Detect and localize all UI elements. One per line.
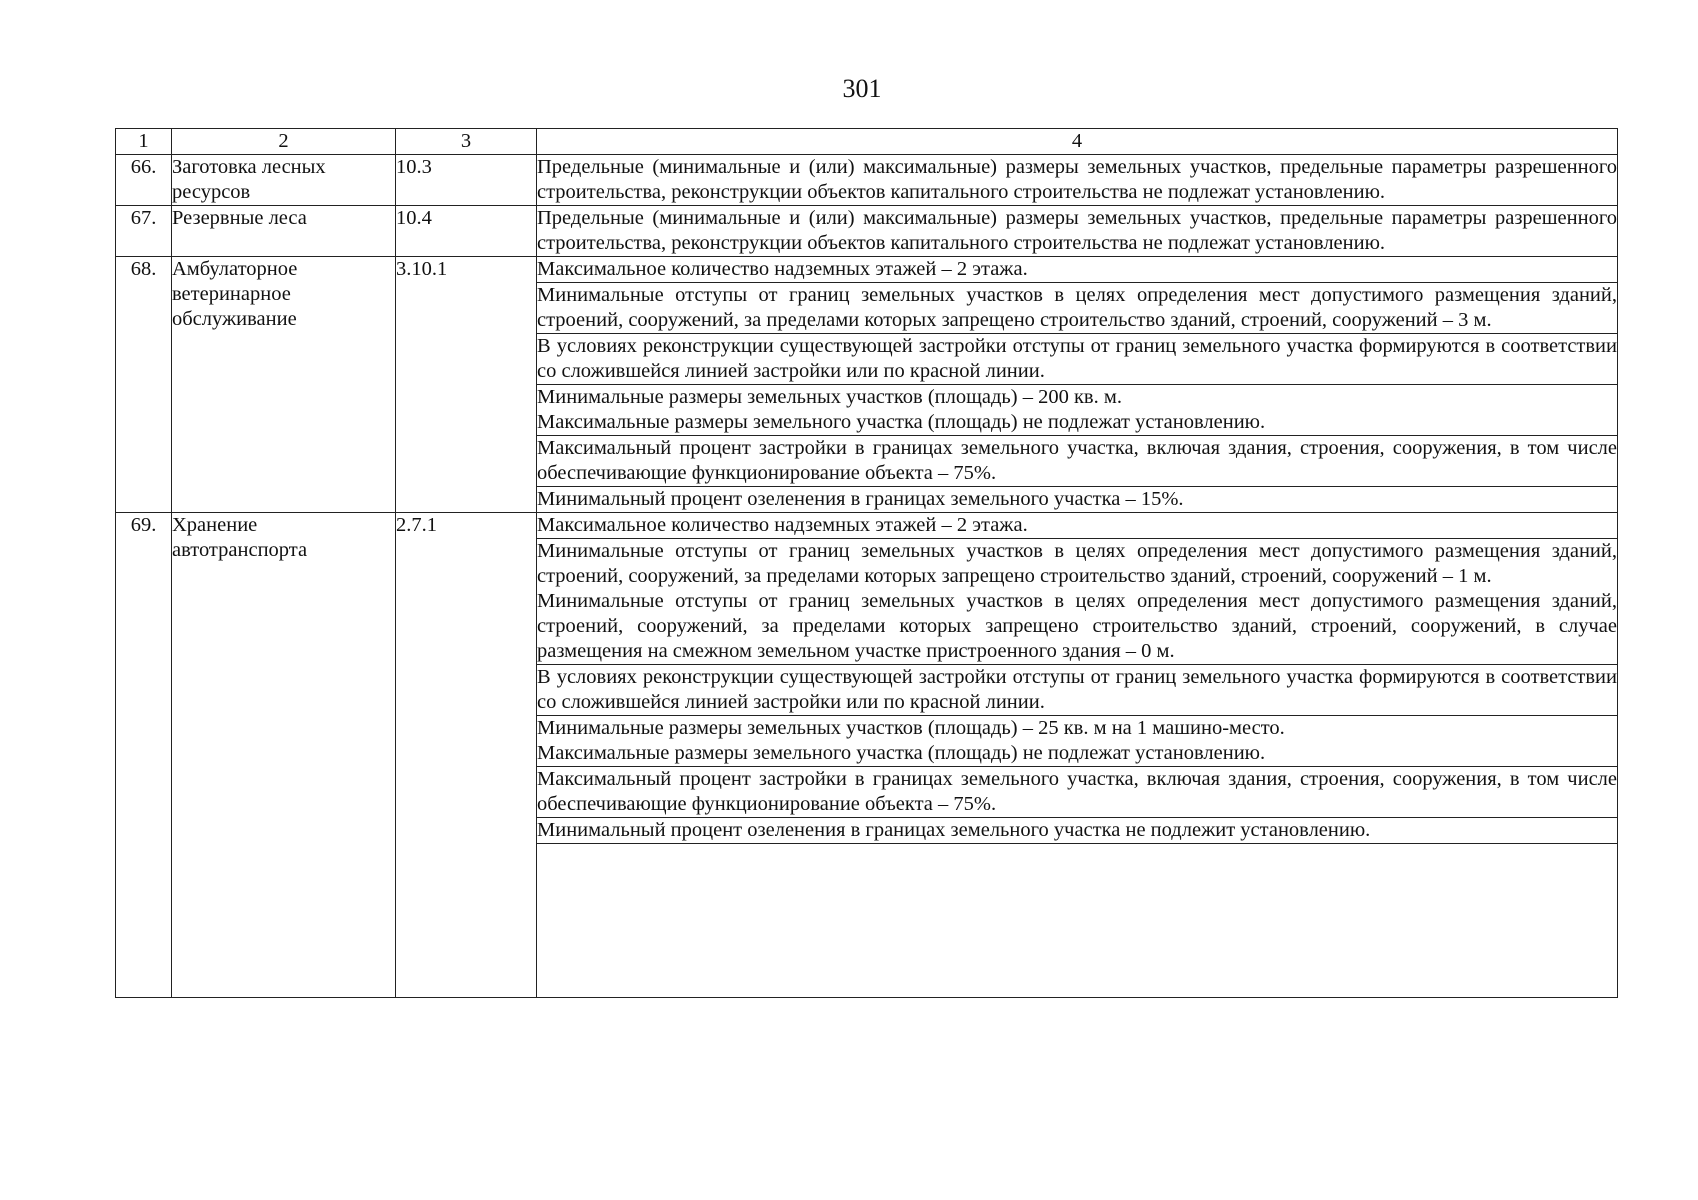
parameter-text: Минимальные размеры земельных участков (площадь) – 25 кв. м на 1 машино-место. bbox=[537, 717, 1285, 739]
parameter-cell bbox=[537, 283, 1618, 334]
header-row bbox=[116, 129, 1618, 155]
row-number: 67. bbox=[116, 206, 172, 257]
land-use-name: Заготовка лесных ресурсов bbox=[172, 155, 396, 206]
parameter-cell bbox=[537, 716, 1618, 767]
parameter-text: Предельные (минимальные и (или) максимальные) размеры земельных участков, предельные параметры разрешенного строительства, реконструкции объектов капитального строительства не подлежат установлению. bbox=[537, 207, 1617, 254]
empty-cell bbox=[537, 844, 1618, 998]
parameter-text: Минимальные размеры земельных участков (площадь) – 200 кв. м. bbox=[537, 386, 1122, 408]
parameter-text: Минимальный процент озеленения в границах земельного участка – 15%. bbox=[537, 488, 1184, 510]
table-row bbox=[116, 155, 1618, 206]
parameter-text: Минимальный процент озеленения в границах земельного участка не подлежит установлению. bbox=[537, 819, 1371, 841]
land-use-name: Резервные леса bbox=[172, 206, 396, 257]
parameter-text: Максимальные размеры земельного участка (площадь) не подлежат установлению. bbox=[537, 742, 1266, 764]
parameter-text: Максимальный процент застройки в границах земельного участка, включая здания, строения, сооружения, в том числе обеспечивающие функционирование объекта – 75%. bbox=[537, 437, 1617, 484]
land-use-code: 10.3 bbox=[396, 155, 537, 206]
parameter-cell bbox=[537, 206, 1618, 257]
parameter-cell bbox=[537, 487, 1618, 513]
parameter-text: В условиях реконструкции существующей застройки отступы от границ земельного участка формируются в соответствии со сложившейся линией застройки или по красной линии. bbox=[537, 666, 1617, 713]
parameter-text: Максимальный процент застройки в границах земельного участка, включая здания, строения, сооружения, в том числе обеспечивающие функционирование объекта – 75%. bbox=[537, 768, 1617, 815]
regulations-table bbox=[115, 128, 1618, 998]
page-number: 301 bbox=[842, 74, 882, 103]
table-row bbox=[116, 513, 1618, 539]
table-row bbox=[116, 257, 1618, 283]
parameter-cell bbox=[537, 155, 1618, 206]
land-use-code: 3.10.1 bbox=[396, 257, 537, 513]
parameter-cell bbox=[537, 767, 1618, 818]
parameter-cell bbox=[537, 665, 1618, 716]
land-use-name: Хранение автотранспорта bbox=[172, 513, 396, 998]
row-number: 68. bbox=[116, 257, 172, 513]
parameter-cell bbox=[537, 539, 1618, 665]
parameter-text: Максимальное количество надземных этажей – 2 этажа. bbox=[537, 258, 1028, 280]
parameter-cell bbox=[537, 334, 1618, 385]
parameter-cell bbox=[537, 818, 1618, 844]
land-use-code: 2.7.1 bbox=[396, 513, 537, 998]
parameter-cell bbox=[537, 436, 1618, 487]
parameter-text: Минимальные отступы от границ земельных участков в целях определения мест допустимого размещения зданий, строений, сооружений, за пределами которых запрещено строительство зданий, строений, сооружений – 1 м. bbox=[537, 540, 1617, 587]
parameter-cell bbox=[537, 257, 1618, 283]
parameter-cell bbox=[537, 385, 1618, 436]
table-row bbox=[116, 206, 1618, 257]
parameter-cell bbox=[537, 513, 1618, 539]
parameter-text: Максимальные размеры земельного участка (площадь) не подлежат установлению. bbox=[537, 411, 1266, 433]
column-header: 3 bbox=[396, 129, 537, 155]
parameter-text: Минимальные отступы от границ земельных участков в целях определения мест допустимого размещения зданий, строений, сооружений, за пределами которых запрещено строительство зданий, строений, сооружений – 3 м. bbox=[537, 284, 1617, 331]
parameter-text: Предельные (минимальные и (или) максимальные) размеры земельных участков, предельные параметры разрешенного строительства, реконструкции объектов капитального строительства не подлежат установлению. bbox=[537, 156, 1617, 203]
parameter-text: Максимальное количество надземных этажей – 2 этажа. bbox=[537, 514, 1028, 536]
land-use-name: Амбулаторное ветеринарное обслуживание bbox=[172, 257, 396, 513]
column-header: 2 bbox=[172, 129, 396, 155]
parameter-text: Минимальные отступы от границ земельных участков в целях определения мест допустимого размещения зданий, строений, сооружений, за пределами которых запрещено строительство зданий, строений, сооружений, в случае размещения на смежном земельном участке пристроенного здания – 0 м. bbox=[537, 590, 1617, 662]
row-number: 66. bbox=[116, 155, 172, 206]
column-header: 4 bbox=[537, 129, 1618, 155]
row-number: 69. bbox=[116, 513, 172, 998]
parameter-text: В условиях реконструкции существующей застройки отступы от границ земельного участка формируются в соответствии со сложившейся линией застройки или по красной линии. bbox=[537, 335, 1617, 382]
column-header: 1 bbox=[116, 129, 172, 155]
table-body bbox=[116, 155, 1618, 998]
land-use-code: 10.4 bbox=[396, 206, 537, 257]
